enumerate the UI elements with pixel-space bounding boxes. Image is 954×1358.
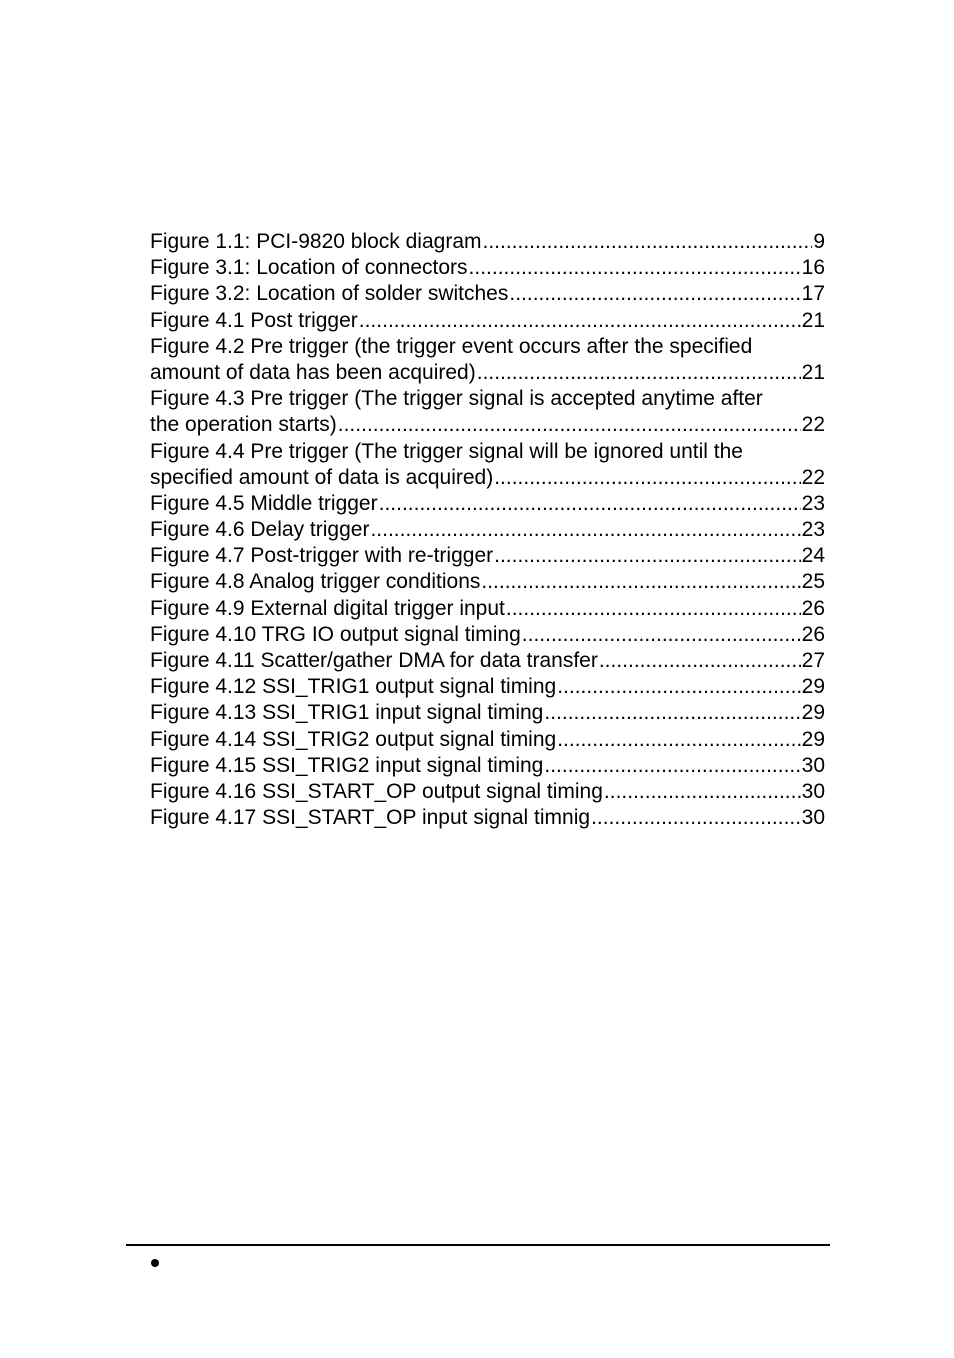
entry-title: Figure 4.15 SSI_TRIG2 input signal timing: [150, 753, 544, 777]
toc-entry[interactable]: [150, 648, 825, 674]
dot-leader: [370, 517, 800, 543]
entry-title-line1: Figure 4.3 Pre trigger (The trigger signal is accepted anytime after: [150, 387, 763, 411]
entry-page: 21: [801, 308, 825, 332]
entry-title: Figure 4.13 SSI_TRIG1 input signal timing: [150, 701, 544, 725]
toc-entry[interactable]: [150, 439, 825, 491]
dot-leader: [477, 360, 801, 386]
entry-page: 16: [801, 256, 825, 280]
entry-page: 23: [801, 491, 825, 515]
toc-entry[interactable]: [150, 622, 825, 648]
entry-title: Figure 4.7 Post-trigger with re-trigger: [150, 544, 494, 568]
dot-leader: [506, 596, 801, 622]
dot-leader: [379, 491, 801, 517]
entry-page: 24: [801, 544, 825, 568]
entry-title: Figure 4.10 TRG IO output signal timing: [150, 622, 521, 646]
entry-title: Figure 4.11 Scatter/gather DMA for data transfer: [150, 649, 598, 672]
toc-entry[interactable]: [150, 543, 825, 569]
entry-title: Figure 4.5 Middle trigger: [150, 491, 378, 515]
entry-title: Figure 4.14 SSI_TRIG2 output signal timing: [150, 727, 557, 751]
entry-page: 23: [801, 518, 825, 542]
toc-entry[interactable]: [150, 753, 825, 779]
entry-page: 29: [801, 675, 825, 699]
dot-leader: [494, 543, 801, 569]
dot-leader: [557, 674, 800, 700]
entry-page: 22: [801, 413, 825, 437]
entry-title-line1: Figure 4.2 Pre trigger (the trigger event occurs after the specified: [150, 334, 753, 358]
toc-entry[interactable]: [150, 255, 825, 281]
entry-title: Figure 4.17 SSI_START_OP input signal timnig: [150, 806, 591, 830]
entry-page: 27: [801, 649, 825, 672]
footer-bullet-icon: [151, 1259, 159, 1267]
toc-entry[interactable]: [150, 700, 825, 726]
dot-leader: [338, 412, 801, 438]
entry-page: 9: [813, 230, 825, 253]
dot-leader: [483, 229, 813, 255]
footer-rule: [126, 1244, 830, 1246]
entry-title: Figure 4.8 Analog trigger conditions: [150, 570, 481, 594]
entry-title: Figure 1.1: PCI-9820 block diagram: [150, 230, 482, 253]
toc-entry[interactable]: [150, 779, 825, 805]
entry-title: Figure 4.9 External digital trigger input: [150, 596, 505, 620]
entry-title: Figure 4.6 Delay trigger: [150, 518, 370, 542]
dot-leader: [481, 569, 800, 595]
toc-entry[interactable]: [150, 517, 825, 543]
toc-entry[interactable]: [150, 569, 825, 595]
entry-title: Figure 4.12 SSI_TRIG1 output signal timing: [150, 675, 557, 699]
dot-leader: [544, 700, 800, 726]
entry-page: 26: [801, 622, 825, 646]
toc-entry[interactable]: [150, 334, 825, 386]
dot-leader: [544, 753, 800, 779]
dot-leader: [591, 805, 801, 831]
toc-entry[interactable]: [150, 491, 825, 517]
dot-leader: [604, 779, 801, 805]
entry-title: amount of data has been acquired): [150, 360, 476, 384]
dot-leader: [599, 648, 801, 674]
entry-page: 25: [801, 570, 825, 594]
toc-entry[interactable]: [150, 281, 825, 307]
entry-title: the operation starts): [150, 413, 337, 437]
toc-entry[interactable]: [150, 596, 825, 622]
dot-leader: [522, 622, 801, 648]
entry-title: Figure 4.1 Post trigger: [150, 308, 358, 332]
toc-entry[interactable]: [150, 674, 825, 700]
entry-page: 30: [801, 779, 825, 803]
entry-title: specified amount of data is acquired): [150, 465, 494, 489]
entry-title-line1: Figure 4.4 Pre trigger (The trigger signal will be ignored until the: [150, 439, 743, 463]
toc-entry[interactable]: [150, 386, 825, 438]
entry-page: 26: [801, 596, 825, 620]
entry-page: 22: [801, 465, 825, 489]
dot-leader: [557, 727, 800, 753]
entry-page: 17: [801, 282, 825, 306]
entry-page: 30: [801, 753, 825, 777]
toc-entry[interactable]: [150, 308, 825, 334]
dot-leader: [509, 281, 800, 307]
entry-title: Figure 3.1: Location of connectors: [150, 256, 468, 280]
entry-page: 30: [801, 806, 825, 830]
dot-leader: [469, 255, 801, 281]
entry-page: 29: [801, 727, 825, 751]
entry-page: 29: [801, 701, 825, 725]
table-of-figures: [150, 229, 825, 831]
dot-leader: [494, 465, 800, 491]
entry-title: Figure 3.2: Location of solder switches: [150, 282, 509, 306]
toc-entry[interactable]: [150, 727, 825, 753]
toc-entry[interactable]: [150, 229, 825, 255]
entry-page: 21: [801, 360, 825, 384]
entry-title: Figure 4.16 SSI_START_OP output signal timing: [150, 779, 603, 803]
toc-entry[interactable]: [150, 805, 825, 831]
dot-leader: [359, 308, 801, 334]
